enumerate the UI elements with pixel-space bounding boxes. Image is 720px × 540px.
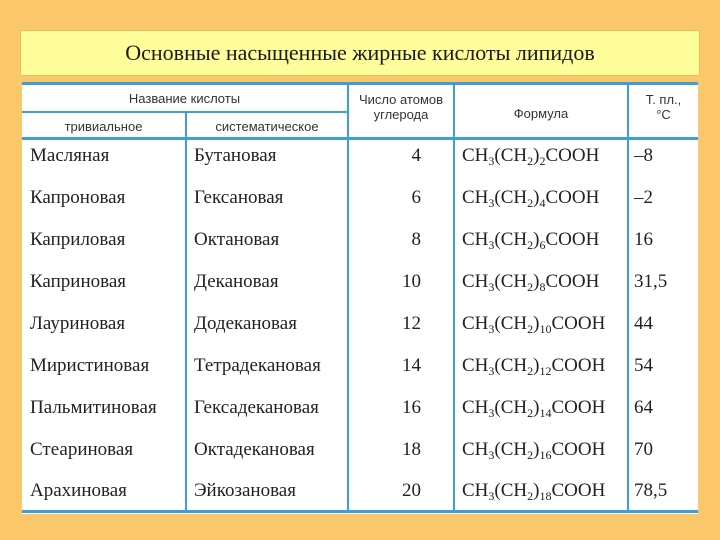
header-mp-line2: °С bbox=[656, 107, 671, 122]
formula-part: ) bbox=[533, 145, 540, 166]
formula-part: COOH bbox=[551, 313, 606, 334]
melting-point: 64 bbox=[634, 397, 653, 418]
formula-part: 3 bbox=[488, 280, 495, 294]
formula-part: COOH bbox=[545, 145, 600, 166]
carbon-count: 12 bbox=[402, 313, 421, 334]
formula-part: (CH bbox=[494, 355, 528, 376]
trivial-name: Каприловая bbox=[30, 229, 126, 250]
formula-part: 2 bbox=[527, 238, 534, 252]
formula-part: (CH bbox=[494, 313, 528, 334]
trivial-name: Стеариновая bbox=[30, 439, 134, 460]
formula-part: (CH bbox=[494, 397, 528, 418]
formula-part: COOH bbox=[545, 271, 600, 292]
formula-part: 3 bbox=[488, 364, 495, 378]
formula-part: 2 bbox=[527, 196, 534, 210]
carbon-count: 18 bbox=[402, 439, 421, 460]
formula-part: 3 bbox=[488, 238, 495, 252]
formula-part: COOH bbox=[545, 229, 600, 250]
systematic-name: Гексадекановая bbox=[194, 397, 319, 418]
formula-part: 2 bbox=[527, 280, 534, 294]
header-formula: Формула bbox=[513, 106, 569, 121]
formula-part: COOH bbox=[551, 439, 606, 460]
melting-point: 44 bbox=[634, 313, 653, 334]
trivial-name: Лауриновая bbox=[30, 313, 126, 334]
trivial-name: Каприновая bbox=[30, 271, 127, 292]
formula-part: CH bbox=[462, 187, 489, 208]
formula-part: 12 bbox=[539, 364, 552, 378]
systematic-name: Декановая bbox=[194, 271, 279, 292]
formula-part: (CH bbox=[494, 439, 528, 460]
formula-part: (CH bbox=[494, 187, 528, 208]
melting-point: 31,5 bbox=[634, 271, 668, 292]
formula-part: CH bbox=[462, 313, 489, 334]
melting-point: 54 bbox=[634, 355, 653, 376]
slide-title bbox=[20, 30, 700, 76]
formula bbox=[462, 480, 605, 502]
formula-part: 3 bbox=[488, 489, 495, 503]
formula-part: (CH bbox=[494, 145, 528, 166]
formula-part: ) bbox=[533, 355, 540, 376]
header-systematic: систематическое bbox=[215, 119, 319, 134]
header-carbons-line1: Число атомов bbox=[358, 92, 444, 107]
melting-point: 70 bbox=[634, 439, 653, 460]
formula-part: CH bbox=[462, 355, 489, 376]
trivial-name: Миристиновая bbox=[30, 355, 150, 376]
formula-part: 2 bbox=[527, 322, 534, 336]
table-top-border bbox=[22, 82, 698, 85]
formula-part: 3 bbox=[488, 154, 495, 168]
formula-part: 4 bbox=[539, 196, 546, 210]
header-bottom-border bbox=[22, 137, 698, 140]
header-carbons bbox=[349, 92, 453, 122]
formula-part: (CH bbox=[494, 229, 528, 250]
formula-part: 2 bbox=[527, 489, 534, 503]
carbon-count: 8 bbox=[411, 229, 421, 250]
carbon-count: 4 bbox=[411, 145, 421, 166]
systematic-name: Гексановая bbox=[194, 187, 284, 208]
trivial-name: Пальмитиновая bbox=[30, 397, 157, 418]
formula-part: CH bbox=[462, 397, 489, 418]
formula-part: 2 bbox=[539, 154, 546, 168]
carbon-count: 10 bbox=[402, 271, 421, 292]
melting-point: 78,5 bbox=[634, 480, 668, 501]
formula-part: COOH bbox=[545, 187, 600, 208]
formula bbox=[462, 355, 605, 377]
formula-part: ) bbox=[533, 271, 540, 292]
formula-part: 8 bbox=[539, 280, 546, 294]
carbon-count: 20 bbox=[402, 480, 421, 501]
formula-part: ) bbox=[533, 480, 540, 501]
systematic-name: Октановая bbox=[194, 229, 280, 250]
formula-part: COOH bbox=[551, 397, 606, 418]
formula-part: (CH bbox=[494, 271, 528, 292]
formula-part: 3 bbox=[488, 406, 495, 420]
formula-part: CH bbox=[462, 229, 489, 250]
melting-point: –8 bbox=[634, 145, 653, 166]
formula-part: 3 bbox=[488, 322, 495, 336]
formula-part: 3 bbox=[488, 448, 495, 462]
formula-part: 2 bbox=[527, 364, 534, 378]
formula-part: CH bbox=[462, 145, 489, 166]
systematic-name: Додекановая bbox=[194, 313, 297, 334]
formula-part: COOH bbox=[551, 355, 606, 376]
formula bbox=[462, 271, 599, 293]
systematic-name: Бутановая bbox=[194, 145, 277, 166]
header-mp-line1: Т. пл., bbox=[645, 92, 682, 107]
carbon-count: 14 bbox=[402, 355, 421, 376]
melting-point: –2 bbox=[634, 187, 653, 208]
slide-title-text: Основные насыщенные жирные кислоты липидов bbox=[125, 40, 595, 65]
table-bottom-border bbox=[22, 510, 698, 513]
formula-part: CH bbox=[462, 480, 489, 501]
formula-part: ) bbox=[533, 313, 540, 334]
formula-part: 3 bbox=[488, 196, 495, 210]
header-melting-point bbox=[629, 92, 698, 122]
formula-part: ) bbox=[533, 397, 540, 418]
formula bbox=[462, 187, 599, 209]
trivial-name: Масляная bbox=[30, 145, 110, 166]
formula bbox=[462, 145, 599, 167]
fatty-acids-table bbox=[22, 82, 698, 514]
formula-part: ) bbox=[533, 187, 540, 208]
header-name-group: Название кислоты bbox=[128, 91, 241, 106]
formula-part: ) bbox=[533, 439, 540, 460]
formula-part: ) bbox=[533, 229, 540, 250]
col-divider-4 bbox=[627, 82, 629, 511]
formula-part: (CH bbox=[494, 480, 528, 501]
systematic-name: Октадекановая bbox=[194, 439, 315, 460]
carbon-count: 16 bbox=[402, 397, 421, 418]
header-carbons-line2: углерода bbox=[373, 107, 429, 122]
formula-part: 2 bbox=[527, 406, 534, 420]
formula-part: 2 bbox=[527, 154, 534, 168]
carbon-count: 6 bbox=[411, 187, 421, 208]
formula-part: CH bbox=[462, 271, 489, 292]
header-trivial: тривиальное bbox=[64, 119, 143, 134]
melting-point: 16 bbox=[634, 229, 653, 250]
systematic-name: Тетрадекановая bbox=[194, 355, 321, 376]
formula-part: 16 bbox=[539, 448, 552, 462]
formula-part: 18 bbox=[539, 489, 552, 503]
formula-part: CH bbox=[462, 439, 489, 460]
formula bbox=[462, 229, 599, 251]
formula bbox=[462, 313, 605, 335]
col-divider-1 bbox=[185, 111, 187, 511]
trivial-name: Капроновая bbox=[30, 187, 126, 208]
formula bbox=[462, 439, 605, 461]
col-divider-3 bbox=[453, 82, 455, 511]
formula bbox=[462, 397, 605, 419]
formula-part: COOH bbox=[551, 480, 606, 501]
formula-part: 10 bbox=[539, 322, 552, 336]
formula-part: 14 bbox=[539, 406, 552, 420]
formula-part: 2 bbox=[527, 448, 534, 462]
systematic-name: Эйкозановая bbox=[194, 480, 296, 501]
trivial-name: Арахиновая bbox=[30, 480, 127, 501]
formula-part: 6 bbox=[539, 238, 546, 252]
